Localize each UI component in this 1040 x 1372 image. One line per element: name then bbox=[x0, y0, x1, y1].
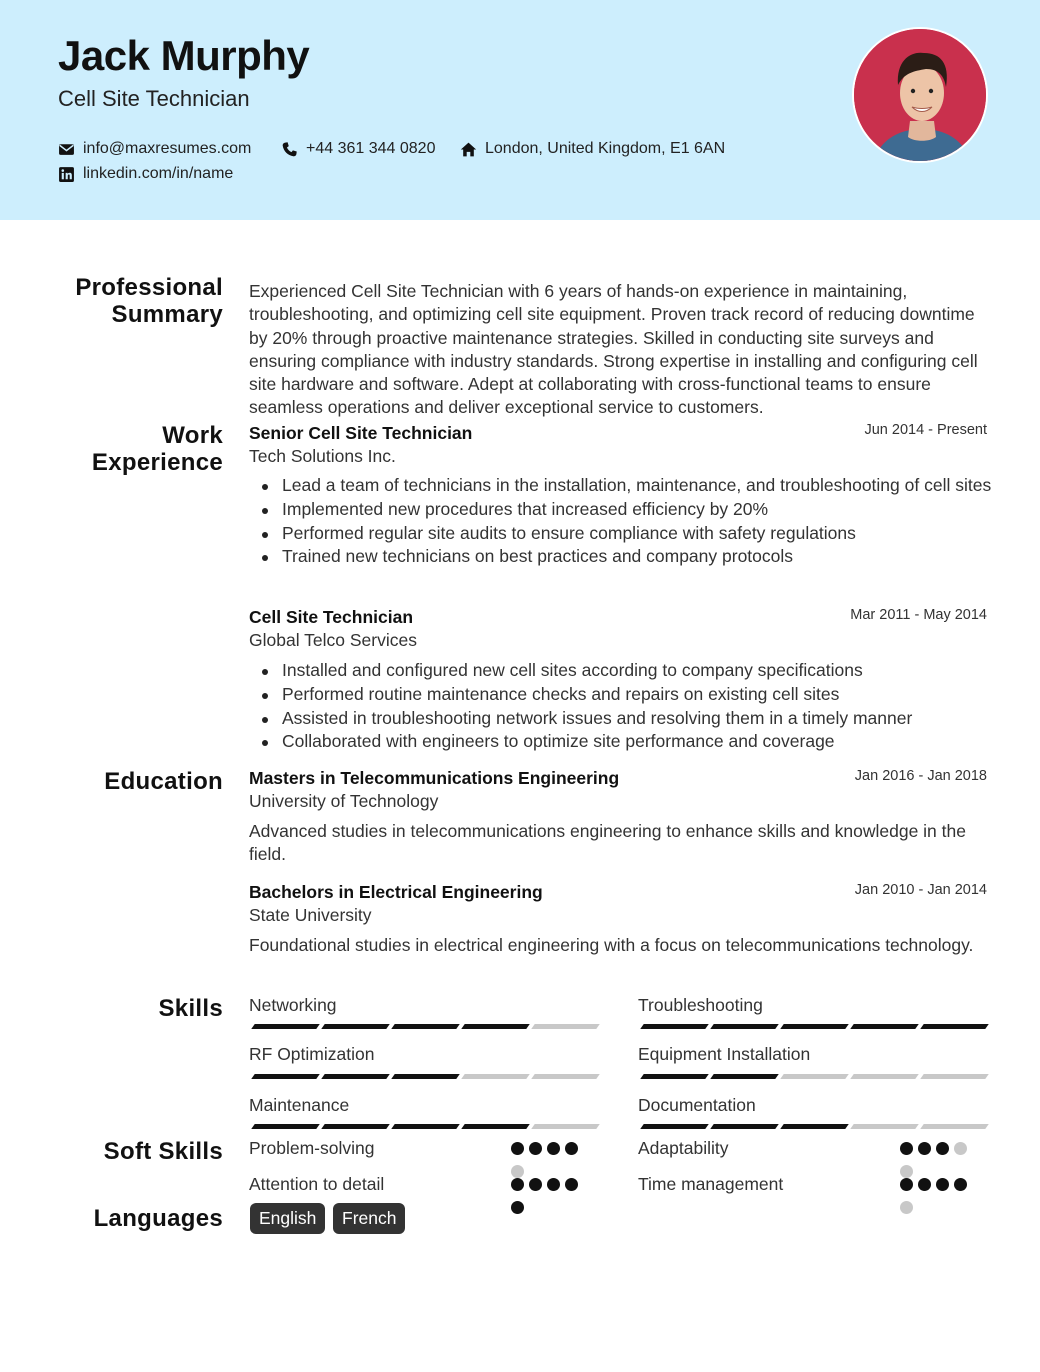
job-title: Senior Cell Site Technician bbox=[249, 423, 473, 443]
education-description: Foundational studies in electrical engineering with a focus on telecommunications technology. bbox=[249, 935, 974, 955]
list-item: Performed regular site audits to ensure compliance with safety regulations bbox=[282, 522, 992, 546]
language-tag: English bbox=[250, 1203, 325, 1234]
section-title-languages: Languages bbox=[93, 1205, 223, 1232]
degree-title: Bachelors in Electrical Engineering bbox=[249, 882, 543, 902]
header-banner bbox=[0, 0, 1040, 220]
skill-bar-segment bbox=[391, 1024, 460, 1029]
company-name: Global Telco Services bbox=[249, 630, 417, 650]
education-dates: Jan 2010 - Jan 2014 bbox=[854, 882, 987, 898]
skill-bar-segment bbox=[710, 1124, 779, 1129]
skill-bar-segment bbox=[321, 1024, 390, 1029]
contact-email[interactable] bbox=[58, 140, 251, 158]
soft-skill-label: Problem-solving bbox=[249, 1138, 375, 1158]
section-title-education: Education bbox=[104, 768, 223, 795]
rating-dot bbox=[529, 1142, 542, 1155]
list-item: Implemented new procedures that increased efficiency by 20% bbox=[282, 498, 992, 522]
candidate-title: Cell Site Technician bbox=[58, 86, 250, 111]
list-item: Performed routine maintenance checks and repairs on existing cell sites bbox=[282, 683, 992, 707]
skill-bar bbox=[642, 1024, 987, 1029]
rating-dot bbox=[547, 1142, 560, 1155]
rating-dot bbox=[900, 1201, 913, 1214]
company-name: Tech Solutions Inc. bbox=[249, 446, 396, 466]
rating-dot bbox=[936, 1142, 949, 1155]
rating-dot bbox=[900, 1178, 913, 1191]
soft-skill-rating bbox=[900, 1178, 976, 1214]
skill-label: Equipment Installation bbox=[638, 1044, 811, 1064]
rating-dot bbox=[511, 1178, 524, 1191]
profile-photo bbox=[852, 27, 988, 163]
skill-bar-segment bbox=[780, 1124, 849, 1129]
education-description: Advanced studies in telecommunications engineering to enhance skills and knowledge in the field. bbox=[249, 821, 966, 865]
soft-skill-rating bbox=[900, 1142, 976, 1178]
rating-dot bbox=[918, 1178, 931, 1191]
email-text: info@maxresumes.com bbox=[83, 140, 252, 157]
contact-phone[interactable] bbox=[281, 140, 435, 158]
degree-title: Masters in Telecommunications Engineering bbox=[249, 768, 620, 788]
school-name: State University bbox=[249, 905, 372, 925]
list-item: Trained new technicians on best practices and company protocols bbox=[282, 545, 992, 569]
job-dates: Mar 2011 - May 2014 bbox=[850, 607, 987, 623]
school-name: University of Technology bbox=[249, 791, 439, 811]
skill-bar-segment bbox=[920, 1024, 989, 1029]
skill-label: Maintenance bbox=[249, 1095, 350, 1115]
skill-bar-segment bbox=[640, 1024, 709, 1029]
skill-bar-segment bbox=[531, 1024, 600, 1029]
skill-bar-segment bbox=[780, 1024, 849, 1029]
rating-dot bbox=[547, 1178, 560, 1191]
rating-dot bbox=[954, 1142, 967, 1155]
rating-dot bbox=[565, 1142, 578, 1155]
rating-dot bbox=[936, 1178, 949, 1191]
section-title-soft-skills: Soft Skills bbox=[103, 1138, 223, 1165]
skill-bar bbox=[253, 1024, 598, 1029]
language-tag: French bbox=[333, 1203, 405, 1234]
skill-bar-segment bbox=[461, 1024, 530, 1029]
soft-skill-rating bbox=[511, 1178, 587, 1214]
skill-bar-segment bbox=[850, 1124, 919, 1129]
linkedin-icon bbox=[58, 166, 75, 183]
contact-address bbox=[460, 140, 725, 158]
address-text: London, United Kingdom, E1 6AN bbox=[485, 140, 726, 157]
section-title-skills: Skills bbox=[158, 995, 223, 1022]
skill-label: RF Optimization bbox=[249, 1044, 375, 1064]
rating-dot bbox=[900, 1142, 913, 1155]
skill-bar-segment bbox=[531, 1124, 600, 1129]
skill-bar bbox=[642, 1074, 987, 1079]
skill-bar-segment bbox=[920, 1124, 989, 1129]
skill-bar-segment bbox=[780, 1074, 849, 1079]
linkedin-text: linkedin.com/in/name bbox=[83, 165, 234, 182]
skill-bar-segment bbox=[391, 1124, 460, 1129]
soft-skill-label: Adaptability bbox=[638, 1138, 729, 1158]
skill-bar-segment bbox=[391, 1074, 460, 1079]
soft-skill-rating bbox=[511, 1142, 587, 1178]
section-title-work: Work Experience bbox=[91, 422, 223, 476]
contact-linkedin[interactable] bbox=[58, 165, 233, 183]
skill-bar-segment bbox=[640, 1124, 709, 1129]
skill-bar bbox=[253, 1074, 598, 1079]
phone-text: +44 361 344 0820 bbox=[306, 140, 436, 157]
education-dates: Jan 2016 - Jan 2018 bbox=[854, 768, 987, 784]
job-bullets bbox=[282, 474, 992, 569]
skill-bar-segment bbox=[251, 1124, 320, 1129]
list-item: Lead a team of technicians in the installation, maintenance, and troubleshooting of cell sites bbox=[282, 474, 992, 498]
skill-bar-segment bbox=[920, 1074, 989, 1079]
phone-icon bbox=[281, 141, 298, 158]
skill-bar bbox=[253, 1124, 598, 1129]
skill-bar-segment bbox=[321, 1124, 390, 1129]
envelope-icon bbox=[58, 141, 75, 158]
skill-bar-segment bbox=[850, 1024, 919, 1029]
rating-dot bbox=[954, 1178, 967, 1191]
skill-bar-segment bbox=[640, 1074, 709, 1079]
skill-bar-segment bbox=[850, 1074, 919, 1079]
list-item: Collaborated with engineers to optimize site performance and coverage bbox=[282, 730, 992, 754]
list-item: Installed and configured new cell sites according to company specifications bbox=[282, 659, 992, 683]
rating-dot bbox=[511, 1201, 524, 1214]
skill-bar-segment bbox=[710, 1074, 779, 1079]
skill-label: Troubleshooting bbox=[638, 995, 763, 1015]
skill-bar-segment bbox=[251, 1074, 320, 1079]
skill-bar-segment bbox=[461, 1074, 530, 1079]
job-dates: Jun 2014 - Present bbox=[864, 422, 987, 438]
rating-dot bbox=[918, 1142, 931, 1155]
skill-bar-segment bbox=[531, 1074, 600, 1079]
rating-dot bbox=[900, 1165, 913, 1178]
home-icon bbox=[460, 141, 477, 158]
skill-bar-segment bbox=[461, 1124, 530, 1129]
list-item: Assisted in troubleshooting network issues and resolving them in a timely manner bbox=[282, 707, 992, 731]
rating-dot bbox=[565, 1178, 578, 1191]
rating-dot bbox=[511, 1165, 524, 1178]
skill-bar-segment bbox=[710, 1024, 779, 1029]
section-title-summary: Professional Summary bbox=[75, 274, 223, 328]
job-bullets bbox=[282, 659, 992, 754]
soft-skill-label: Attention to detail bbox=[249, 1174, 385, 1194]
skill-label: Documentation bbox=[638, 1095, 756, 1115]
skill-bar bbox=[642, 1124, 987, 1129]
skill-bar-segment bbox=[321, 1074, 390, 1079]
skill-bar-segment bbox=[251, 1024, 320, 1029]
job-title: Cell Site Technician bbox=[249, 607, 414, 627]
skill-label: Networking bbox=[249, 995, 337, 1015]
rating-dot bbox=[529, 1178, 542, 1191]
soft-skill-label: Time management bbox=[638, 1174, 784, 1194]
candidate-name: Jack Murphy bbox=[58, 32, 310, 79]
summary-text: Experienced Cell Site Technician with 6 years of hands-on experience in maintaining, troubleshooting, and optimizing cell site equipment. Proven track record of reducing downtime by 20% through proactive maintenance strategies. Skilled in conducting site surveys and ensuring compliance with industry standards. Strong expertise in installing and configuring cell site hardware and software. Adept at collaborating with cross-functional teams to ensure seamless operations and deliver exceptional service to customers. bbox=[249, 281, 978, 418]
rating-dot bbox=[511, 1142, 524, 1155]
